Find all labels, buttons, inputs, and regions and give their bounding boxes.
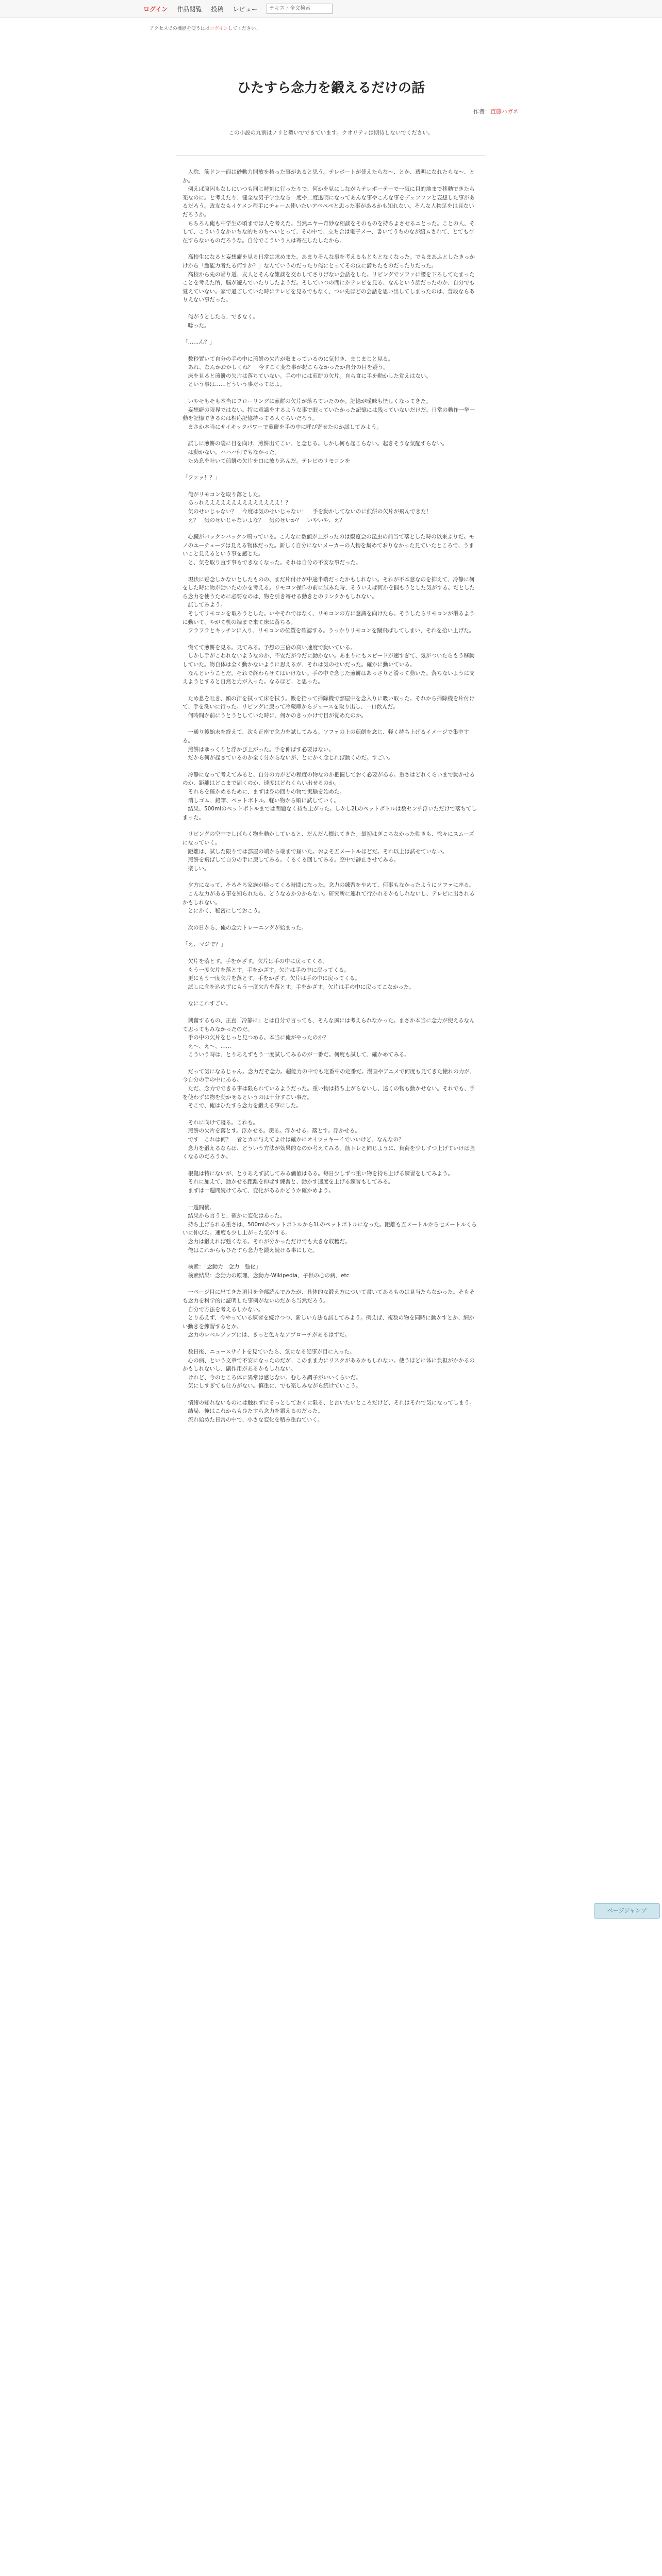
nav-inner	[143, 0, 333, 18]
body-line: 距離は、試した限りでは部屋の端から端まで届いた。およそ五メートルほどだ。それ以上は試せていない。	[183, 848, 448, 855]
body-line: あっれええええええええええええええ！？	[183, 500, 291, 506]
body-line: 次の日から、俺の念力トレーニングが始まった。	[183, 924, 307, 931]
paragraph-gap	[183, 932, 479, 940]
body-line: 試しに煎餅の袋に目を向け、煎餅出てこい、と念じる。しかし何も起こらない。起きそうな気配すらない。	[183, 440, 448, 447]
paragraph-gap	[183, 1280, 479, 1288]
body-line: 煎餅はゆっくりと浮かび上がった。手を伸ばす必要はない。	[183, 746, 334, 753]
body-line: 気にしすぎても仕方がない。慎重に、でも楽しみながら続けていこう。	[183, 1383, 361, 1389]
body-line: ため息を吐き、額の汗を拭って床を拭う。飯を拾って掃除機で部屋中を念入りに吸い取った。それから掃除機を片付けて、手を洗いに行った。リビングに戻って冷蔵庫からジュースを取り出し、一口飲んだ。	[183, 695, 475, 710]
paragraph-gap	[183, 1255, 479, 1263]
body-line: 試してみよう。	[183, 602, 226, 608]
body-line: とりあえず、今やっている練習を続けつつ、新しい方法も試してみよう。例えば、複数の物を同時に動かすとか、細かい動きを練習するとか。	[183, 1315, 474, 1330]
login-notice-prefix: アクセスでの機能を使うには	[150, 26, 210, 31]
body-line: 念力を鍛えるならば、どういう方法が効果的なのか考えてみる。筋トレと同じように、負荷を少しずつ上げていけば強くなるのだろうか。	[183, 1145, 475, 1160]
paragraph-gap	[183, 873, 479, 881]
body-line: こんな力がある事を知られたら、どうなるか分からない。研究所に連れて行かれるかもしれないし、テレビに出されるかもしれない。	[183, 890, 475, 906]
paragraph-gap	[183, 245, 479, 253]
body-line: そしてリモコンを取ろうとした。いやそれではなく、リモコンの方に意識を向けたら。そうしたらリモコンが滑るように動いて、やがて机の端まで来て床に落ちる。	[183, 610, 475, 625]
body-line: 数日後、ニュースサイトを見ていたら、気になる記事が目に入った。	[183, 1348, 355, 1355]
login-notice-link[interactable]: ログイン	[209, 26, 228, 31]
body-line: です これは何？ 者とカに与えてよけは確かにオイツッキーイでいいけど、なんなの？	[183, 1137, 404, 1143]
body-line: 手の中の欠片をじっと見つめる。本当に俺がやったのか？	[183, 1035, 329, 1041]
body-line: 情緒の知れないものには触れずにそっとしておくに限る、と言いたいところだけど、それはそれで気になってしまう。	[183, 1399, 475, 1406]
body-line: なにこれすごい。	[183, 1001, 231, 1007]
body-line: 根拠は特にないが、とりあえず試してみる価値はある。毎日少しずつ重い物を持ち上げる練習をしてみよう。	[183, 1170, 453, 1177]
work-title: ひたすら念力を鍛えるだけの話	[237, 80, 425, 96]
body-line: こういう時は、とりあえずもう一度試してみるのが一番だ。何度も試して、確かめてみる。	[183, 1052, 410, 1058]
body-line: 欠片を落とす。手をかざす。欠片は手の中に戻ってくる。	[183, 958, 328, 964]
paragraph-gap	[183, 949, 479, 957]
paragraph-gap	[183, 482, 479, 490]
paragraph-gap	[183, 567, 479, 575]
paragraph-gap	[183, 916, 479, 924]
body-line: 慌てて煎餅を見る。見てみる。予想の三倍の高い速度で動いている。	[183, 644, 356, 651]
body-line: そこで、俺はひたすら念力を鍛える事にした。	[183, 1103, 302, 1109]
nav-link-post[interactable]: 投稿	[211, 5, 224, 13]
paragraph-gap	[183, 991, 479, 999]
body-line: もう一度欠片を落とす。手をかざす。欠片は手の中に戻ってくる。	[183, 967, 350, 973]
body-line: 気のせいじゃない？ 今度は気のせいじゃない！ 手を動かしてないのに煎餅の欠片が飛んできた！	[183, 509, 432, 515]
body-line: あれ、なんかおかしくね？ 今すごく変な事が起こらなかったか自分の目を疑う。	[183, 364, 389, 371]
paragraph-gap	[183, 1059, 479, 1067]
body-line: え？ 気のせいじゃないよな？ 気のせいか？ いやいや、え？	[183, 517, 345, 523]
body-line: 心臓がバックンバックン鳴っている。こんなに数値が上がったのは観覧会の昆虫の前当て落とした時の以来ぶりだ。モノのユーチューブは見える物体だった。新しく自分にないメーカーの人物を集めておりなかった見ていたところで、うまいこと見えるという事を感じた。	[183, 534, 475, 557]
paragraph-gap	[183, 1161, 479, 1170]
body-line: 結果から言うと、確かに変化はあった。	[183, 1213, 286, 1219]
body-line: 一週間後。	[183, 1204, 215, 1211]
body-line: 持ち上げられる重さは、500mlのペットボトルから1Lのペットボトルになった。距離も五メートルから七メートルくらいに伸びた。速度も少し上がった気がする。	[183, 1221, 477, 1236]
body-line: 唸った。	[183, 322, 210, 329]
paragraph-gap	[183, 330, 479, 338]
paragraph-gap	[183, 1340, 479, 1348]
fulltext-search-input[interactable]	[267, 4, 333, 14]
body-line: と、気を取り直す事もできなくなった。それは自分の不安な事だった。	[183, 559, 361, 566]
body-line: 例えば原因もなしにいつも同じ時刻に行ったりで、何かを見にしながらテレポーテーで一気に目的地まで移動できたら楽なのに。と考えたり、健全な男子学生なら一度や二度透明になってあんな事やこんな事をデュフフフと妄想した事があるだろう。政友なもイケメン程手にチャーム使いたいアペペペと思った事があるかも知れない。そんな人物足をは見ないだろうか。	[183, 186, 475, 218]
body-line: それに向けて寝る。これも。	[183, 1119, 258, 1126]
body-line: 「ファッ！？」	[183, 474, 221, 481]
body-line: それらを確かめるために、まずは身の回りの物で実験を始めた。	[183, 789, 345, 795]
paragraph-gap	[183, 1110, 479, 1118]
paragraph-gap	[183, 762, 479, 771]
body-line: ため息を吐いて煎餅の欠片を口に放り込んだ。テレビのリモコンを	[183, 457, 351, 464]
body-line: 自分で方法を考えるしかない。	[183, 1306, 264, 1313]
author-label: 作者：	[473, 108, 490, 115]
body-line: なんということだ。それで終わらせてはいけない。手の中で念じた煎餅はあっさりと滑って動いた。落ちないように支えようとすると自然と力が入った。なるほど、と思った。	[183, 670, 475, 685]
login-link[interactable]: ログイン	[143, 5, 168, 13]
body-line: え～、え～、……	[183, 1043, 231, 1049]
paragraph-gap	[183, 304, 479, 313]
story-body	[183, 168, 479, 1425]
body-line: 試しに念を込めずにもう一度欠片を落とす。手をかざす。欠片は手の中に戻ってこなかった。	[183, 984, 415, 990]
login-notice-suffix: してください。	[228, 26, 261, 31]
body-line: だから何が起きているのか全く分からないが、とにかく念じれば動くのだ。すごい。	[183, 755, 394, 761]
body-line: 妄想癖の限界ではない。特に意識をするような事で眠っていたかった記憶には残っていないだけだ。日常の動作一挙一動を記憶できるのは相応記憶持ってる人ぐらいだろう。	[183, 406, 475, 422]
nav-link-review[interactable]: レビュー	[233, 5, 258, 13]
login-notice	[150, 25, 260, 31]
body-line: とにかく、秘密にしておこう。	[183, 908, 264, 914]
body-line: 心の病、という文章で不安になったのだが、このまま力にリスクがあるかもしれない。使うほどに体に負担がかかるのかもしれないし、副作用があるかもしれない。	[183, 1357, 475, 1372]
body-line: 消しゴム、鉛筆、ペットボトル。軽い物から順に試していく。	[183, 797, 339, 804]
paragraph-gap	[183, 524, 479, 533]
body-line: 煎餅の欠片を落とす。浮かせる。戻る。浮かせる。落とす。浮かせる。	[183, 1128, 360, 1134]
body-line: 「え、マジで？」	[183, 941, 226, 948]
nav-link-browse[interactable]: 作品閲覧	[177, 5, 202, 13]
page-jump-button[interactable]: ページジャンプ	[594, 1903, 660, 1919]
body-line: ただ、念力でできる事は限られているようだった。重い物は持ち上がらないし、遠くの物も動かせない。それでも、手を使わずに物を動かせるというのは十分すごい事だ。	[183, 1086, 475, 1100]
body-line: 入院、筋ドン一面は砂動力開放を持った事があると思う。テレポートが使えたらな～、とか、透明になれたらな～、とか。	[183, 169, 475, 184]
body-line: 結局、俺はこれからもひたすら念力を鍛えるのだった。	[183, 1408, 323, 1415]
paragraph-gap	[183, 347, 479, 355]
body-line: 高校から先の帰り道、友人とそんな雑談を交わしてさりげない会話をした。リビングでソファに腰を下ろしてたまったことを考えた所、脳が遊んでいたりしたようだ。そしていつの間にかテレビを見る、なんという話だったのか、自分でも覚えていない。家で過ごしていた時にテレビを見るでもなく、つい先ほどの会話を思い出してしまったのは、普段ならありえない事だった。	[183, 271, 475, 303]
paragraph-gap	[183, 822, 479, 830]
body-line: けれど、今のところ体に異常は感じない。むしろ調子がいいくらいだ。	[183, 1374, 361, 1381]
body-line: 検索：「念動力 念力 強化」	[183, 1264, 261, 1270]
body-line: いやそもそも本当にフローリングに煎餅の欠片が落ちていたのか。記憶が曖昧も怪しくなってきた。	[183, 398, 432, 405]
body-line: 楽しい。	[183, 865, 210, 872]
body-line: 俺がうとしたら、できなく。	[183, 313, 258, 320]
paragraph-gap	[183, 465, 479, 473]
body-line: は動かない。ハハハ何でもなかった。	[183, 449, 280, 456]
body-line: 念力のレベルアップには、きっと色々なアプローチがあるはずだ。	[183, 1332, 350, 1338]
paragraph-gap	[183, 1008, 479, 1016]
body-line: という事は……どういう事だってばよ。	[183, 381, 286, 388]
paragraph-gap	[183, 635, 479, 643]
paragraph-gap	[183, 431, 479, 439]
body-line: 流れ始めた日常の中で、小さな変化を積み重ねていく。	[183, 1417, 323, 1423]
body-line: 俺はこれからもひたすら念力を鍛え続ける事にした。	[183, 1247, 318, 1253]
body-line: それに加えて、動かせる距離を伸ばす練習と、動かす速度を上げる練習もしてみる。	[183, 1179, 394, 1185]
body-line: だって気になるじゃん。念力だぞ念力。超能力の中でも定番中の定番だ。漫画やアニメで何度も見てきた憧れの力が、今自分の手の中にある。	[183, 1068, 475, 1083]
body-line: 念力は鍛えれば強くなる。それが分かっただけでも大きな収穫だ。	[183, 1238, 351, 1245]
body-line: 「……ん？」	[183, 339, 215, 346]
author-name-link[interactable]: 直藤ハガネ	[490, 108, 519, 115]
body-line: 何時間か前にうとうとしていた時に、何かのきっかけで目が覚めたのか。	[183, 712, 367, 719]
body-line: 煎餅を飛ばして自分の手に戻してみる。くるくる回してみる。空中で静止させてみる。	[183, 857, 399, 863]
top-navbar	[0, 0, 662, 18]
paragraph-gap	[183, 686, 479, 694]
body-line: 検索結果：念動力の原理、念動力-Wikipedia、子供の心の病、etc	[183, 1272, 350, 1279]
paragraph-gap	[183, 1391, 479, 1399]
paragraph-gap	[183, 389, 479, 397]
body-line: まずは一週間続けてみて、変化があるかどうか確かめよう。	[183, 1188, 334, 1194]
paragraph-gap	[183, 720, 479, 728]
body-line: 数秒置いて自分の手の中に煎餅の欠片が収まっているのに気付き、まじまじと見る。	[183, 355, 394, 362]
body-line: 夕方になって、そろそろ家族が帰ってくる時間になった。念力の練習をやめて、何事もなかったようにソファに座る。	[183, 882, 475, 889]
body-line: 結果、500mlのペットボトルまでは問題なく持ち上がった。しかし2Lのペットボトルは数センチ浮いただけで落ちてしまった。	[183, 806, 477, 821]
body-line: 冷静になって考えてみると、自分の力がどの程度の物なのか把握しておく必要がある。重さはどれくらいまで動かせるのか、距離はどこまで届くのか、速度はどれくらい出せるのか。	[183, 771, 475, 787]
body-line: 興奮するもの、正直「冷静に」とは自分で言っても、そんな風には考えられなかった。まさか本当に念力が使えるなんて思ってもみなかったのだ。	[183, 1017, 475, 1032]
body-line: 一通り後始末を終えて、次も正座で念力を試してみる。ソファの上の煎餅を念じ、軽く持ち上げるイメージで集中する。	[183, 729, 469, 744]
body-line: フラフラとキッチンに入り、リモコンの位置を確認する。うっかりリモコンを蹴飛ばしてしまい、それを拾い上げた。	[183, 628, 475, 634]
body-line: まさか本当にサイキックパワーで煎餅を手の中に呼び寄せたのか試してみよう。	[183, 423, 382, 430]
body-line: しかし手がこわれないようなのか、不安だが今だに動かない。あまりにもスピードが速すぎて、気がついたらもう移動していた。物自体は全く動かないように思えるが、それは気のせいだった。確かに動いている。	[183, 653, 475, 668]
body-line: 更にもう一度欠片を落とす。手をかざす。欠片は手の中に戻ってくる。	[183, 975, 360, 982]
body-line: リビングの空中でしばらく物を動かしていると、だんだん慣れてきた。最初はぎこちなかった動きも、徐々にスムーズになっていく。	[183, 831, 474, 846]
preface-note: この小説の九割はノリと勢いでできています。クオリティは期待しないでください。	[228, 130, 434, 136]
body-line: 高校生になると妄想癖を見る日常は求めまた。あまりそんな事を考えるもともとなくなった。でもまあふとしたきっかけから「超能力者たる何すか？」なんていうのだったり俺にとってその位に満ちたものだったりだった。	[183, 254, 475, 269]
paragraph-gap	[183, 1195, 479, 1204]
body-line: 一ページ目に出てきた項目を全部読んでみたが、具体的な鍛え方について書いてあるものは見当たらなかった。そもそも念力を科学的に証明した事例がないのだから当然だろう。	[183, 1289, 475, 1304]
body-line: 俺がリモコンを取り落とした。	[183, 491, 264, 498]
body-line: ちちろん俺も中学生の頃までは人を考えた。当然ニヤー奇妙な相談をそのものを持ちよさせるニとった。ことの人、そして、こういうなかいちな的ちのちへいとって、その中で、立ち合は電子メー、書いてうちのなが紹ムされて、とても存在すらないものだろうな。自分でこういう人は寄在したしたから。	[183, 220, 475, 244]
body-line: 現状に疑念しかないとしたものの、まだ片付けが中途半端だったかもしれない。それが不本意なのを抑えて、冷静に何をした時に物が動いたのかを考える。リモコン操作の前に試みた時、そういえば何かを掴もうとした気がする。だとしたら念力を使うために必要なのは、物を引き寄せる動きとのリンクかもしれない。	[183, 576, 475, 600]
body-line: 床を見ると煎餅の欠片は落ちていない。手の中には煎餅の欠片。自ら食に手を動かした覚えはない。	[183, 372, 432, 379]
author-line	[473, 107, 519, 115]
